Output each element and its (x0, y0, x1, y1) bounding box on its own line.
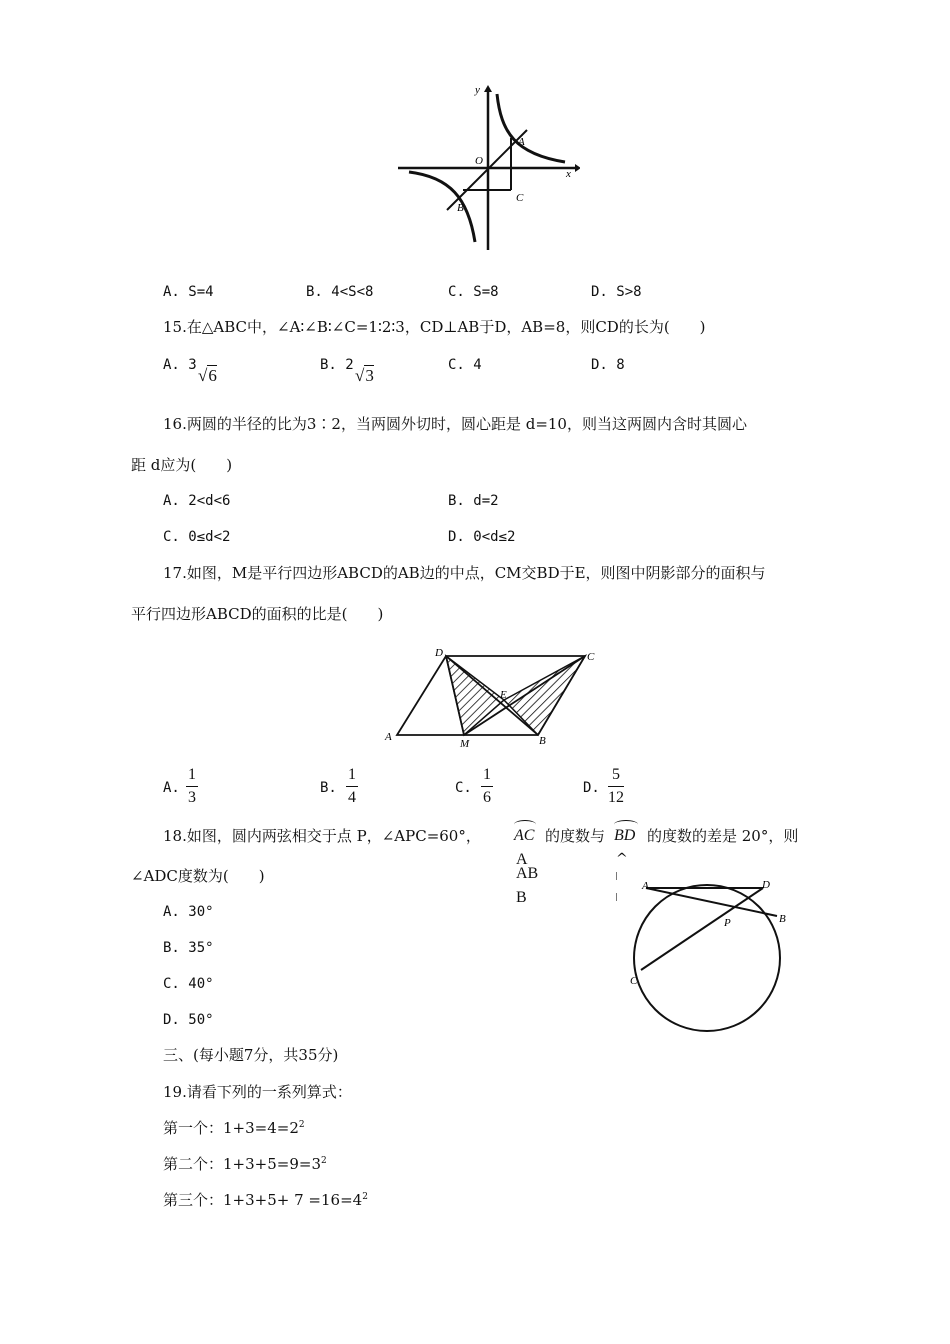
q17-option-a-numerator: 1 (186, 767, 198, 787)
hyperbola-branch-2 (409, 172, 475, 242)
arc-bd-label: BD (614, 827, 636, 844)
q19-row-2-exponent: 2 (321, 1156, 327, 1166)
q15-option-b-radicand: 3 (365, 366, 374, 385)
vertex-d-label: D (435, 647, 443, 659)
q17-option-b-letter: B. (320, 780, 337, 796)
q17-option-d-numerator: 5 (608, 767, 624, 787)
q17-option-d-denominator: 12 (608, 789, 624, 806)
q19-row-2-text: 第二个：1+3+5=9=3 (163, 1155, 321, 1173)
q16-option-b: B. d=2 (448, 493, 499, 509)
x-label: x (566, 168, 571, 180)
q19-row-2 (163, 1157, 327, 1172)
q18-line2: ∠ADC度数为( ) (131, 867, 265, 885)
q18-stem-part3: 的度数的差是 20°，则 (647, 827, 799, 845)
q15-stem: 15.在△ABC中，∠A∶∠B∶∠C=1∶2∶3，CD⊥AB于D，AB=8，则CD的长为( ) (163, 318, 706, 336)
q19-row-3 (163, 1193, 368, 1208)
point-c-label: C (630, 975, 638, 987)
point-e-label: E (500, 689, 507, 701)
q16-line1: 16.两圆的半径的比为3∶2，当两圆外切时，圆心距是 d=10，则当这两圆内含时其圆心 (163, 415, 747, 433)
circle-figure (625, 875, 800, 1040)
artifact-tick-2 (616, 893, 617, 901)
q19-row-1 (163, 1121, 305, 1136)
q18-option-a: A. 30° (163, 904, 214, 920)
q17-option-a-denominator: 3 (188, 789, 196, 806)
q14-option-d: D. S>8 (591, 284, 642, 300)
q14-option-c: C. S=8 (448, 284, 499, 300)
point-a-label: A (518, 136, 525, 148)
q15-option-a-prefix: A. 3 (163, 357, 197, 373)
q18-option-b: B. 35° (163, 940, 214, 956)
q17-option-a-letter: A. (163, 780, 180, 796)
vertex-a-label: A (385, 731, 392, 743)
q19-stem: 19.请看下列的一系列算式： (163, 1083, 352, 1101)
point-b-label: B (457, 202, 464, 214)
point-a-label: A (642, 880, 649, 892)
section-heading: 三、(每小题7分，共35分) (163, 1046, 339, 1064)
artifact-text-a: A (516, 851, 528, 868)
q17-option-c-letter: C. (455, 780, 472, 796)
hyperbola-figure (395, 82, 580, 254)
q16-option-a: A. 2<d<6 (163, 493, 231, 509)
q16-option-c: C. 0≤d<2 (163, 529, 231, 545)
arc-ac-label: AC (514, 827, 535, 844)
parallelogram-figure (380, 645, 600, 750)
q17-line2: 平行四边形ABCD的面积的比是( ) (131, 605, 384, 623)
q15-option-a-radicand: 6 (208, 366, 217, 385)
q16-line2: 距 d应为( ) (131, 456, 233, 474)
x-axis-arrow (575, 164, 580, 172)
point-p-label: P (724, 917, 731, 929)
q18-option-d: D. 50° (163, 1012, 214, 1028)
q14-option-b: B. 4<S<8 (306, 284, 374, 300)
vertex-b-label: B (539, 735, 546, 747)
artifact-text-ab: AB (516, 865, 539, 882)
q17-option-c-denominator: 6 (483, 789, 491, 806)
q15-option-c: C. 4 (448, 357, 482, 373)
q17-option-d-letter: D. (583, 780, 600, 796)
q19-row-1-text: 第一个：1+3=4=2 (163, 1119, 299, 1137)
q17-option-a-fraction (186, 767, 198, 806)
q15-option-b-root: √3 (355, 366, 374, 385)
origin-label: O (475, 155, 483, 167)
q17-option-d-fraction (608, 767, 624, 806)
q19-row-3-exponent: 2 (362, 1192, 368, 1202)
q17-option-c-fraction (481, 767, 493, 806)
q17-option-b-numerator: 1 (346, 767, 358, 787)
hyperbola-branch-1 (497, 94, 565, 162)
q18-stem-part1: 18.如图，圆内两弦相交于点 P，∠APC=60°， (163, 827, 481, 845)
point-m-label: M (460, 738, 470, 750)
q18-arc-ac (514, 822, 534, 844)
arc-ac-symbol (514, 820, 536, 829)
q16-option-d: D. 0<d≤2 (448, 529, 516, 545)
q19-row-3-text: 第三个：1+3+5+ 7 =16=4 (163, 1191, 363, 1209)
q18-option-c: C. 40° (163, 976, 214, 992)
point-d-label: D (762, 879, 770, 891)
q15-option-a-root: √6 (198, 366, 217, 385)
vertex-c-label: C (587, 651, 595, 663)
arc-bd-symbol (614, 820, 638, 829)
q18-stem-part2: 的度数与 (545, 827, 606, 845)
q17-option-c-numerator: 1 (481, 767, 493, 787)
artifact-caret: ^ (616, 851, 628, 867)
artifact-tick-1 (616, 872, 617, 880)
y-label: y (475, 84, 480, 96)
q17-line1: 17.如图，M是平行四边形ABCD的AB边的中点，CM交BD于E，则图中阴影部分的面积与 (163, 564, 766, 582)
q15-option-d: D. 8 (591, 357, 625, 373)
q19-row-1-exponent: 2 (298, 1120, 305, 1130)
q18-arc-bd (614, 822, 635, 844)
point-c-label: C (516, 192, 524, 204)
q17-option-b-fraction (346, 767, 358, 806)
artifact-text-b: B (516, 889, 527, 906)
circle (634, 885, 780, 1031)
q15-option-b-prefix: B. 2 (320, 357, 354, 373)
y-axis-arrow (484, 85, 492, 92)
q14-option-a: A. S=4 (163, 284, 214, 300)
q17-option-b-denominator: 4 (348, 789, 356, 806)
point-b-label: B (779, 913, 786, 925)
